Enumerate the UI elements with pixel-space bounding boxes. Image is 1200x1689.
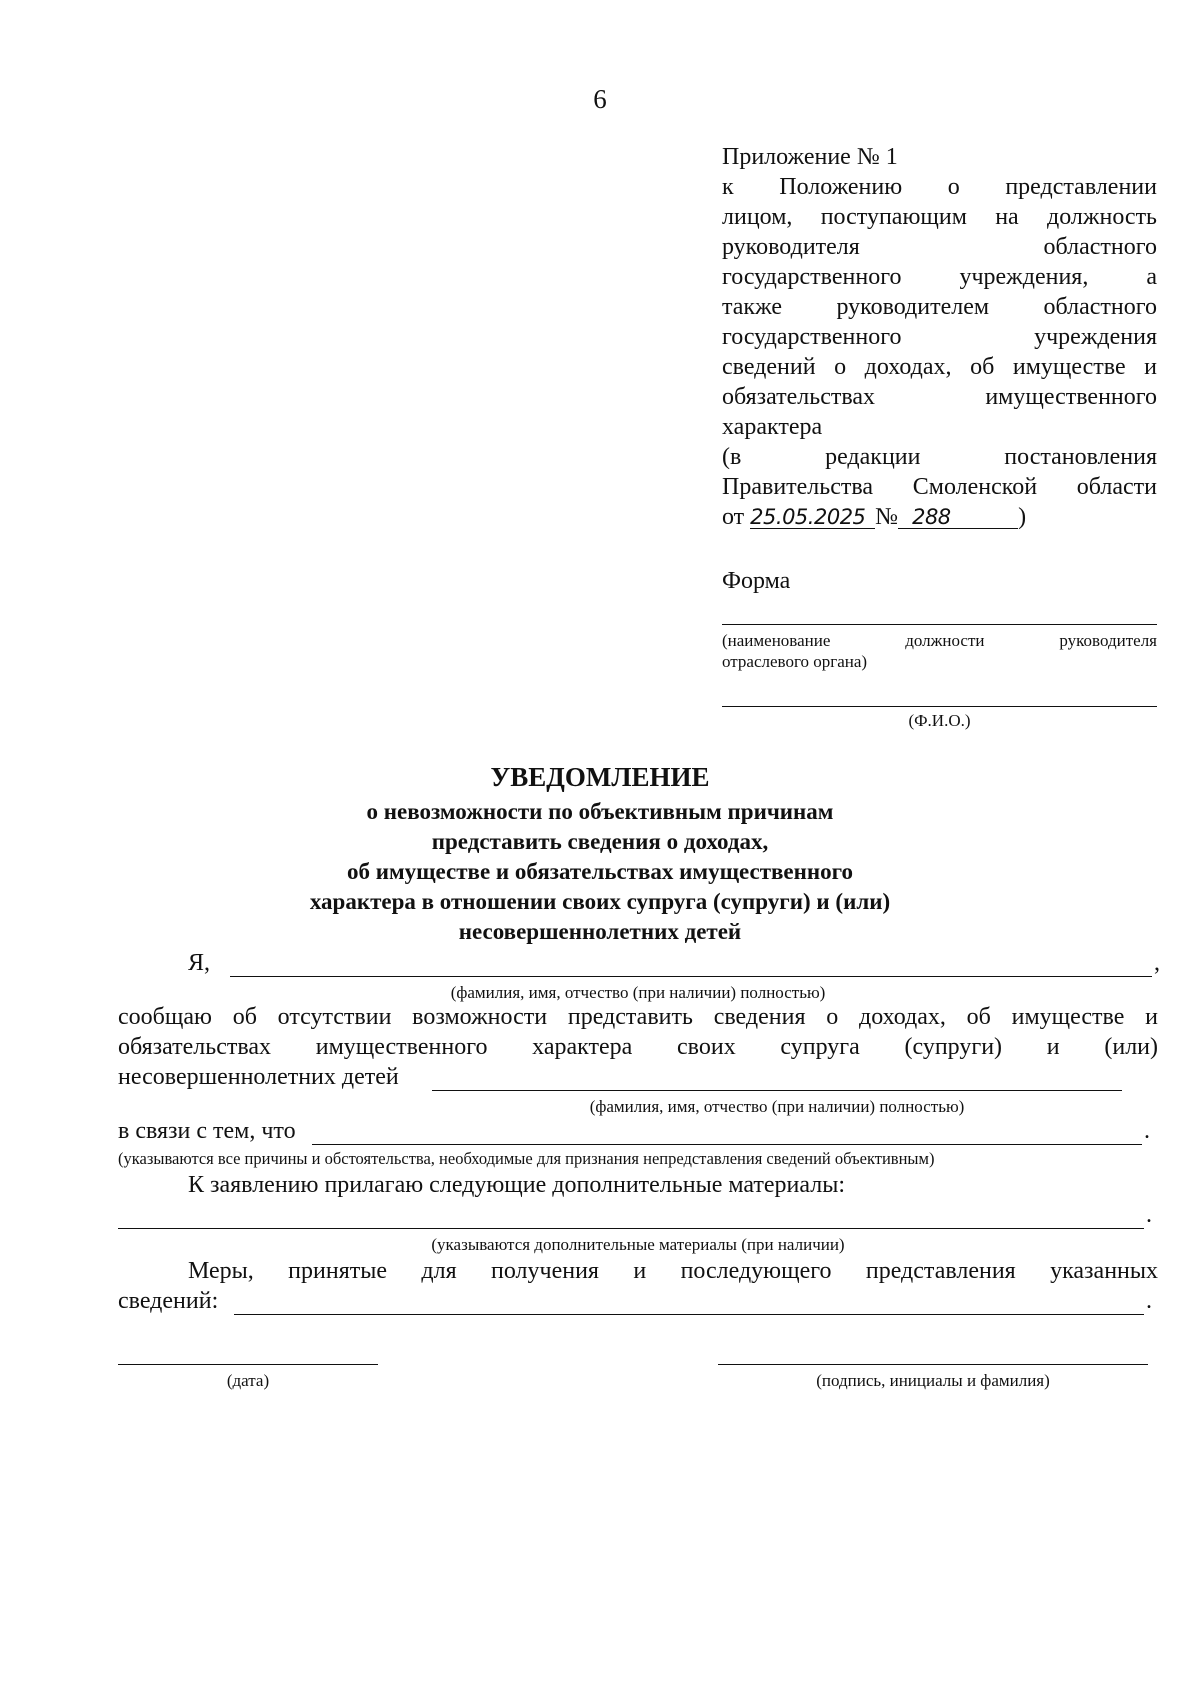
page-number: 6 <box>593 84 607 114</box>
measures-line-2: сведений: <box>118 1288 219 1314</box>
date-fill-field <box>750 502 875 529</box>
appendix-line: (в редакции постановления <box>722 444 1157 470</box>
appendix-header <box>722 142 1157 532</box>
period: . <box>1146 1202 1152 1228</box>
appendix-line: Правительства Смоленской области <box>722 474 1157 500</box>
appendix-line: Приложение № 1 <box>722 144 898 170</box>
date-line[interactable] <box>118 1364 378 1365</box>
period: . <box>1144 1118 1150 1144</box>
appendix-line: также руководителем областного <box>722 294 1157 320</box>
signature-line[interactable] <box>718 1364 1148 1365</box>
appendix-line: лицом, поступающим на должность <box>722 204 1157 230</box>
body-line-1: сообщаю об отсутствии возможности представить сведения о доходах, об имуществе и <box>118 1004 1158 1030</box>
reasons-line[interactable] <box>312 1144 1142 1145</box>
fio-input-line[interactable] <box>722 706 1157 707</box>
close-paren: ) <box>1018 504 1027 530</box>
subtitle-line: представить сведения о доходах, <box>431 829 769 854</box>
fio-caption: (Ф.И.О.) <box>908 711 971 730</box>
position-caption <box>722 630 1157 672</box>
period: . <box>1146 1288 1152 1314</box>
children-name-line[interactable] <box>432 1090 1122 1091</box>
caption-children-fio: (фамилия, имя, отчество (при наличии) полностью) <box>589 1097 965 1116</box>
measures-line-1: Меры, принятые для получения и последующего представления указанных <box>188 1258 1158 1284</box>
appendix-line: обязательствах имущественного <box>722 384 1157 410</box>
number-sign: № <box>875 504 899 530</box>
appendix-line: сведений о доходах, об имуществе и <box>722 354 1157 380</box>
position-caption-line1: (наименование должности руководителя <box>722 631 1157 650</box>
body-line-2: обязательствах имущественного характера своих супруга (супруги) и (или) <box>118 1034 1158 1060</box>
handwritten-number: 288 <box>912 505 951 529</box>
position-input-line[interactable] <box>722 624 1157 625</box>
measures-input-line[interactable] <box>234 1314 1144 1315</box>
caption-reasons: (указываются все причины и обстоятельства, необходимые для признания непредставления сведений объективным) <box>118 1149 935 1168</box>
comma: , <box>1154 950 1160 976</box>
caption-applicant-fio: (фамилия, имя, отчество (при наличии) полностью) <box>450 983 826 1002</box>
document-subtitle <box>0 797 1200 947</box>
appendix-line: к Положению о представлении <box>722 174 1157 200</box>
materials-line[interactable] <box>118 1228 1144 1229</box>
document-title: УВЕДОМЛЕНИЕ <box>490 762 710 792</box>
caption-date: (дата) <box>226 1371 270 1390</box>
appendix-line: государственного учреждения, а <box>722 264 1157 290</box>
ya-label: Я, <box>188 950 211 976</box>
appendix-date-line <box>722 502 1157 532</box>
appendix-line: государственного учреждения <box>722 324 1157 350</box>
from-prefix: от <box>722 504 745 530</box>
appendix-line: руководителя областного <box>722 234 1157 260</box>
handwritten-date: 25.05.2025 <box>750 505 866 529</box>
appendix-line: характера <box>722 414 823 440</box>
subtitle-line: о невозможности по объективным причинам <box>366 799 834 824</box>
subtitle-line: об имуществе и обязательствах имущественного <box>346 859 854 884</box>
form-label: Форма <box>722 568 791 594</box>
body-line-3: несовершеннолетних детей <box>118 1064 399 1090</box>
attach-text: К заявлению прилагаю следующие дополнительные материалы: <box>188 1172 846 1198</box>
caption-signature: (подпись, инициалы и фамилия) <box>816 1371 1050 1390</box>
subtitle-line: характера в отношении своих супруга (супруги) и (или) <box>309 889 891 914</box>
in-connection-label: в связи с тем, что <box>118 1118 296 1144</box>
subtitle-line: несовершеннолетних детей <box>458 919 742 944</box>
caption-materials: (указываются дополнительные материалы (при наличии) <box>431 1235 845 1254</box>
position-caption-line2: отраслевого органа) <box>722 652 868 671</box>
number-fill-field <box>898 502 1018 529</box>
applicant-name-line[interactable] <box>230 976 1152 977</box>
